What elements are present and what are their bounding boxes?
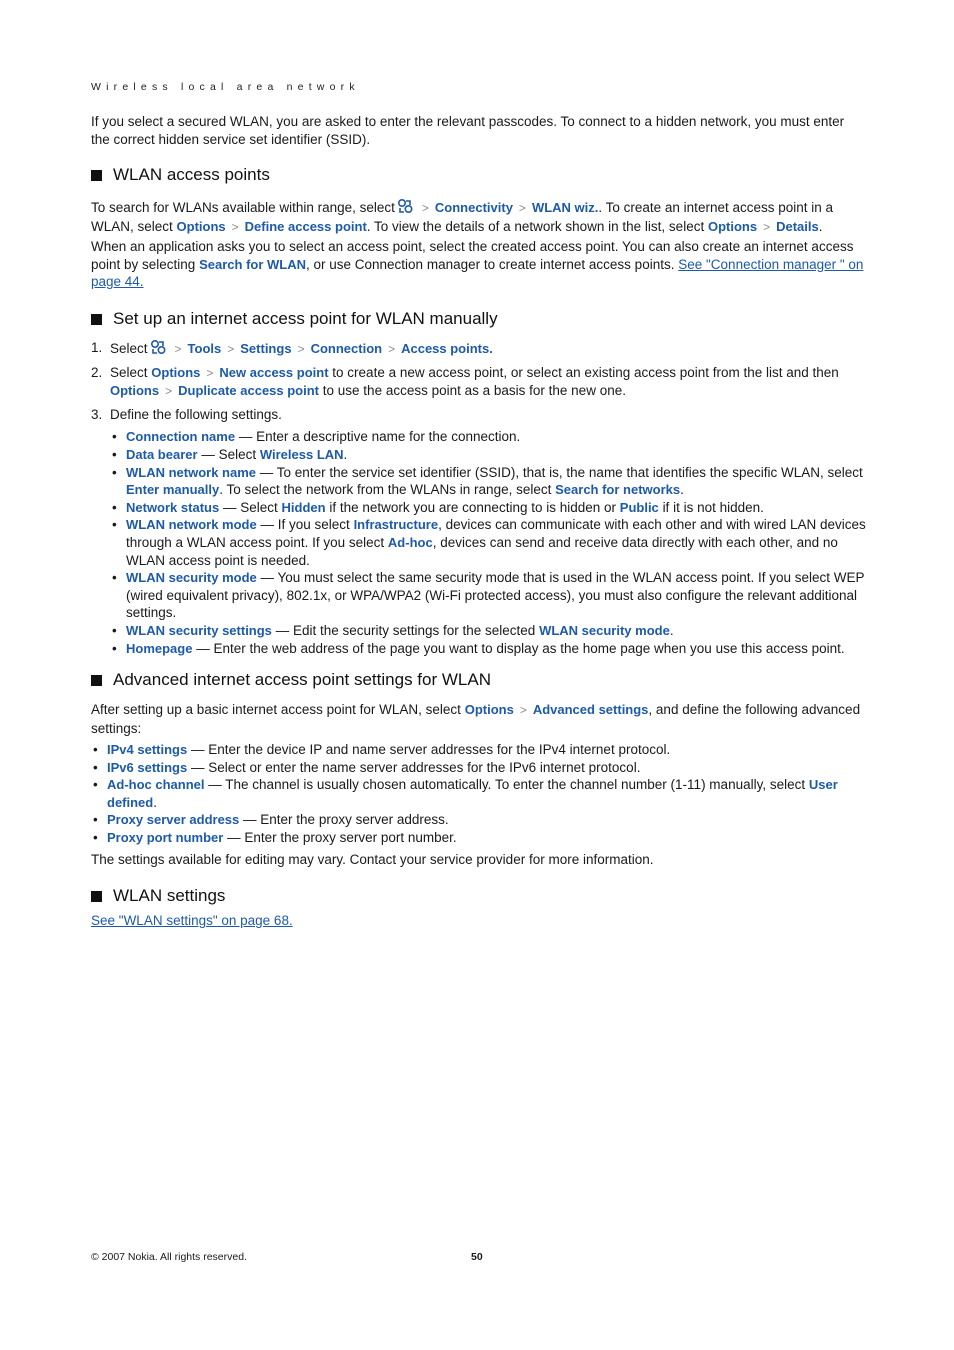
page-number: 50 — [471, 1251, 483, 1263]
list-item — [91, 364, 866, 401]
text: After setting up a basic internet access point for WLAN, select — [91, 702, 461, 717]
heading-bullet-icon — [91, 170, 102, 181]
paragraph-access-point-selection — [91, 238, 866, 291]
text: — Enter the proxy server address. — [243, 812, 449, 828]
text: , or use Connection manager to create internet access points. — [306, 256, 675, 272]
text: — To enter the service set identifier (SSID), that is, the name that identifies the specific WLAN, select — [259, 464, 863, 480]
heading-bullet-icon — [91, 314, 102, 325]
list-item — [110, 446, 866, 464]
list-item — [91, 406, 866, 657]
menu-options[interactable]: Options — [464, 702, 514, 717]
setting-wlan-security-settings[interactable]: WLAN security settings — [126, 622, 272, 638]
link-wlan-settings[interactable]: See "WLAN settings" on page 68. — [91, 913, 293, 928]
setting-data-bearer[interactable]: Data bearer — [126, 446, 198, 462]
list-item — [110, 569, 866, 622]
chevron-right-icon: > — [519, 703, 527, 717]
text: . — [669, 622, 674, 638]
text: to create a new access point, or select an existing access point from the list and then — [332, 364, 839, 380]
chevron-right-icon: > — [388, 342, 396, 356]
setting-proxy-port-number[interactable]: Proxy port number — [107, 829, 224, 845]
chevron-right-icon: > — [231, 219, 239, 234]
section-heading-setup-manually — [91, 309, 866, 329]
text: , devices can communicate with each other and with wired LAN devices through a WLAN access point. If you select — [126, 517, 866, 550]
option-ad-hoc[interactable]: Ad-hoc — [387, 534, 433, 550]
menu-details[interactable]: Details — [776, 218, 819, 234]
menu-new-access-point[interactable]: New access point — [219, 364, 329, 380]
text: — Enter the proxy server port number. — [227, 829, 457, 845]
list-item — [91, 339, 866, 359]
advanced-settings-list — [91, 741, 866, 847]
list-item — [110, 428, 866, 446]
menu-options[interactable]: Options — [707, 218, 758, 234]
option-search-for-networks[interactable]: Search for networks — [555, 482, 681, 498]
text: if the network you are connecting to is hidden or — [329, 499, 617, 515]
menu-duplicate-access-point[interactable]: Duplicate access point — [178, 383, 320, 399]
step-number: 1. — [91, 340, 103, 355]
text: to use the access point as a basis for the new one. — [322, 383, 626, 399]
text: — Select — [222, 499, 278, 515]
setting-ipv6[interactable]: IPv6 settings — [107, 759, 188, 775]
list-item — [110, 622, 866, 640]
menu-wlan-wiz[interactable]: WLAN wiz. — [531, 200, 599, 215]
option-enter-manually[interactable]: Enter manually — [126, 482, 220, 498]
option-public[interactable]: Public — [619, 499, 659, 515]
text: , devices can send and receive data directly with each other, and no WLAN access point is needed. — [126, 534, 838, 568]
text: — Enter the web address of the page you want to display as the home page when you use this access point. — [196, 640, 845, 656]
text: — You must select the same security mode that is used in the WLAN access point. If you select WEP (wired equivalent privacy), 802.1x, or WPA/WPA2 (Wi-Fi protected access), you must also configure the relevant additional settings. — [126, 570, 865, 621]
section-title: WLAN settings — [113, 886, 226, 905]
list-item — [91, 811, 866, 829]
text: . To create an internet access point in a WLAN, select — [91, 200, 834, 234]
chevron-right-icon: > — [297, 342, 305, 356]
setting-ad-hoc-channel[interactable]: Ad-hoc channel — [107, 777, 205, 793]
setting-wlan-network-name[interactable]: WLAN network name — [126, 464, 257, 480]
list-item — [110, 464, 866, 499]
section-title: Set up an internet access point for WLAN manually — [113, 309, 498, 328]
setting-network-status[interactable]: Network status — [126, 499, 220, 515]
link-connection-manager[interactable]: See "Connection manager " on page 44. — [91, 256, 864, 290]
setting-connection-name[interactable]: Connection name — [126, 429, 236, 445]
paragraph-wlan-settings-link — [91, 912, 866, 930]
setting-homepage[interactable]: Homepage — [126, 640, 193, 656]
heading-bullet-icon — [91, 891, 102, 902]
section-heading-advanced-settings — [91, 670, 866, 690]
list-item — [91, 776, 866, 811]
menu-connection[interactable]: Connection — [310, 341, 383, 356]
list-item — [91, 741, 866, 759]
section-heading-wlan-settings — [91, 886, 866, 906]
menu-key-icon — [150, 339, 167, 356]
text: — If you select — [260, 517, 350, 533]
chevron-right-icon: > — [174, 342, 182, 356]
list-item — [110, 499, 866, 517]
menu-tools[interactable]: Tools — [187, 341, 222, 356]
option-hidden[interactable]: Hidden — [281, 499, 326, 515]
text: Select — [110, 341, 148, 356]
text: — Edit the security settings for the selected — [275, 622, 536, 638]
list-item — [91, 759, 866, 777]
setting-wlan-network-mode[interactable]: WLAN network mode — [126, 517, 257, 533]
menu-search-for-wlan[interactable]: Search for WLAN — [199, 256, 306, 272]
text: When an application asks you to select an access point, select the created access point. You can also create an internet access point by selecting — [91, 239, 854, 272]
option-wireless-lan[interactable]: Wireless LAN — [259, 446, 344, 462]
text: . — [153, 794, 157, 810]
setting-wlan-security-mode[interactable]: WLAN security mode — [126, 570, 257, 586]
menu-options[interactable]: Options — [110, 383, 160, 399]
option-wlan-security-mode[interactable]: WLAN security mode — [539, 622, 670, 638]
list-item — [110, 516, 866, 569]
text: . — [818, 218, 823, 234]
running-header: Wireless local area network — [91, 81, 360, 93]
text: — Enter the device IP and name server addresses for the IPv4 internet protocol. — [190, 742, 671, 757]
step-number: 3. — [91, 406, 103, 422]
text: . — [680, 482, 684, 498]
paragraph-advanced-intro — [91, 701, 866, 737]
heading-bullet-icon — [91, 675, 102, 686]
text: — Select — [201, 446, 257, 462]
text: Select — [110, 364, 148, 380]
menu-advanced-settings[interactable]: Advanced settings — [532, 702, 649, 717]
menu-options[interactable]: Options — [176, 218, 226, 234]
section-heading-wlan-access-points — [91, 165, 866, 185]
text: To search for WLANs available within range, select — [91, 200, 395, 215]
chevron-right-icon: > — [206, 365, 214, 380]
step-number: 2. — [91, 364, 103, 380]
paragraph-note: The settings available for editing may vary. Contact your service provider for more information. — [91, 852, 654, 867]
chevron-right-icon: > — [763, 219, 771, 234]
setting-proxy-server-address[interactable]: Proxy server address — [107, 812, 240, 828]
text: — The channel is usually chosen automatically. To enter the channel number (1-11) manually, select — [208, 777, 806, 793]
chevron-right-icon: > — [518, 201, 526, 215]
section-title: WLAN access points — [113, 165, 270, 184]
setup-steps-list — [91, 339, 866, 661]
chevron-right-icon: > — [165, 384, 173, 399]
section-title: Advanced internet access point settings for WLAN — [113, 670, 491, 689]
settings-list — [110, 428, 866, 657]
option-infrastructure[interactable]: Infrastructure — [353, 517, 439, 533]
paragraph-search-wlan — [91, 198, 866, 236]
list-item — [110, 640, 866, 658]
menu-connectivity[interactable]: Connectivity — [434, 200, 513, 215]
text: Define the following settings. — [110, 406, 282, 422]
text: if it is not hidden. — [662, 499, 764, 515]
menu-options[interactable]: Options — [151, 364, 201, 380]
menu-access-points[interactable]: Access points. — [401, 341, 493, 356]
chevron-right-icon: > — [227, 342, 235, 356]
text: . To view the details of a network shown in the list, select — [366, 218, 705, 234]
menu-define-access-point[interactable]: Define access point — [244, 218, 367, 234]
footer-copyright: © 2007 Nokia. All rights reserved. — [91, 1251, 247, 1263]
text: . To select the network from the WLANs in range, select — [219, 482, 552, 498]
setting-ipv4[interactable]: IPv4 settings — [107, 742, 188, 757]
menu-key-icon — [397, 198, 414, 215]
option-user-defined[interactable]: User defined — [107, 777, 838, 810]
menu-settings[interactable]: Settings — [240, 341, 292, 356]
chevron-right-icon: > — [421, 201, 429, 215]
text: . — [343, 446, 348, 462]
text: — Enter a descriptive name for the connection. — [238, 429, 521, 445]
text: , and define the following advanced settings: — [91, 702, 861, 736]
text: — Select or enter the name server addresses for the IPv6 internet protocol. — [190, 759, 641, 775]
list-item — [91, 829, 866, 847]
intro-paragraph: If you select a secured WLAN, you are asked to enter the relevant passcodes. To connect to a hidden network, you must enter the correct hidden service set identifier (SSID). — [91, 114, 845, 147]
